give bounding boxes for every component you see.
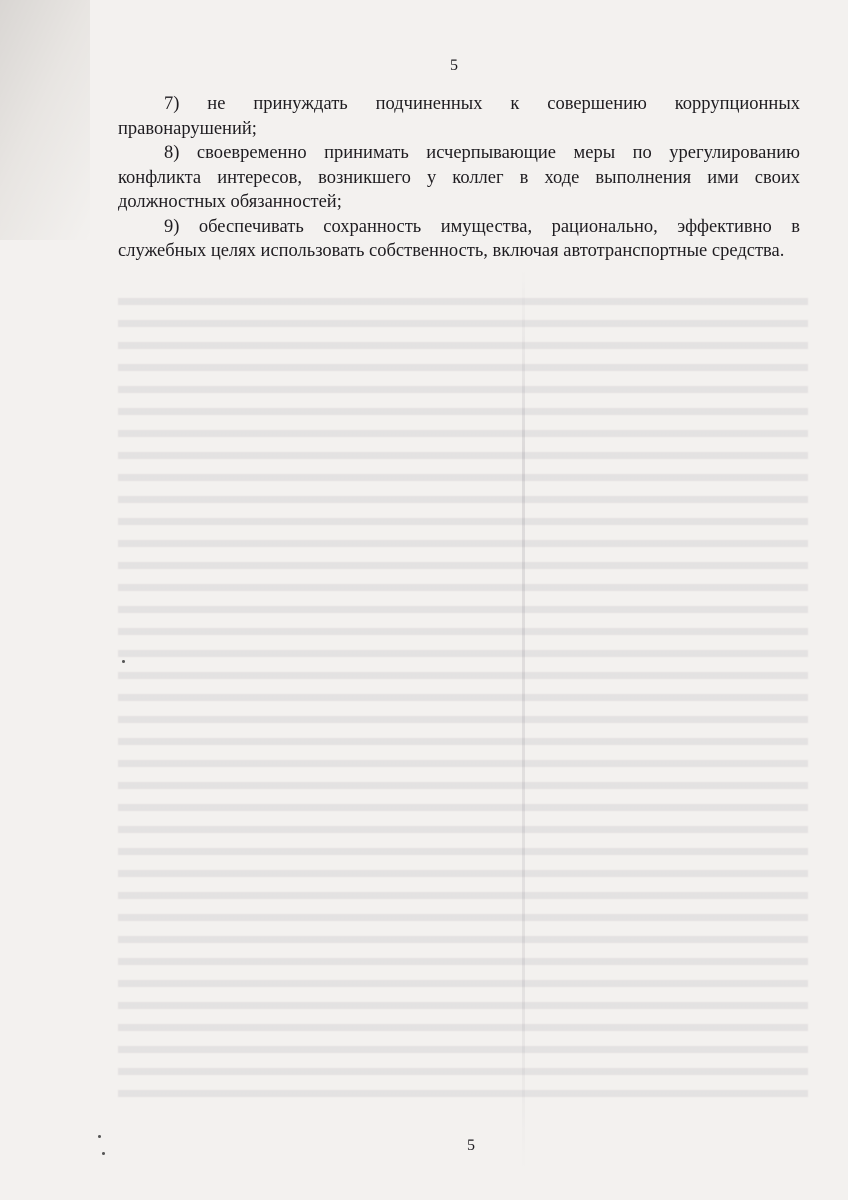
reverse-side-bleed-through [118, 288, 808, 1108]
paragraph-item-8: 8) своевременно принимать исчерпывающие меры по урегулированию конфликта интересов, возникшего у коллег в ходе выполнения ими своих должностных обязанностей; [118, 143, 800, 212]
scan-edge-shadow [0, 0, 90, 240]
scan-speck [122, 660, 125, 663]
paragraph-item-7: 7) не принуждать подчиненных к совершению коррупционных правонарушений; [118, 94, 800, 139]
fold-line [522, 270, 525, 1170]
page-number-bottom: 5 [467, 1137, 475, 1154]
paragraph-item-9: 9) обеспечивать сохранность имущества, рационально, эффективно в служебных целях использовать собственность, включая автотранспортные средства. [118, 216, 800, 261]
page-number-top: 5 [450, 57, 458, 74]
scan-speck [98, 1135, 101, 1138]
body-text [118, 92, 800, 264]
scan-speck [102, 1152, 105, 1155]
